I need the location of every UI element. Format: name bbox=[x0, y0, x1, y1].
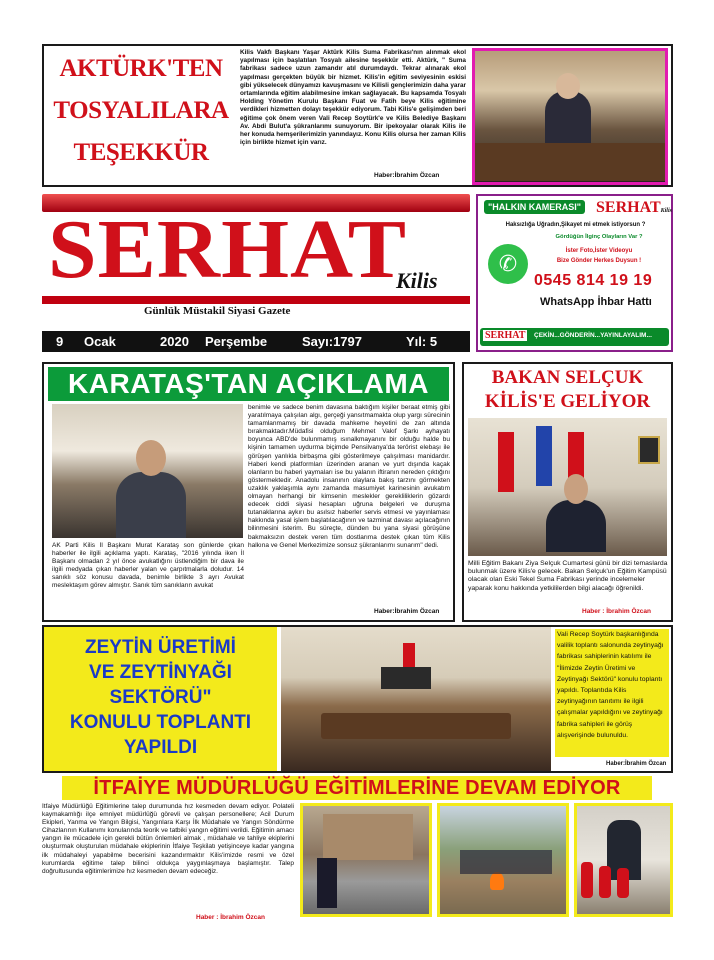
person-head bbox=[556, 73, 580, 99]
ad-phone[interactable]: 0545 814 19 19 bbox=[534, 272, 653, 289]
zeytin-headline bbox=[44, 627, 277, 771]
ad-line4: Bize Gönder Herkes Duysun ! bbox=[556, 258, 642, 264]
extinguisher bbox=[581, 862, 593, 898]
karatas-text-right: benimle ve sadece benim davasına baktığım kişiler beraat etmiş gibi yaratılmaya çalışılan algı, gerçeği yansıtmamakta olup yargı sürecinin tamamlanmamış bir davada mahkeme heyetini de zan altında bırakmaktadır.Müdafisi olduğum Mehmet Vakıf Şarkı ayhayatı boyunca ABD'de bulunmamış ısınalkmayanını bir olduğu halde bu kişinin tamamen uydurma biçimde Pensilvanya'da terörist elebaşı ile görüşen yanlıkla birbaşma gibi gösterilmeye çalışılması manidardır. Haberi kendi platformları üzerinden aranan ve yurt dışında kaçak olanların bu haberi yaymaları ise bu yalanın iftiranın nereden çıktığını göstermektedir. Anadolu insanının olaylara bakış tarzını görmekten uzaklık yaklaşımla aynı zamanda masumiyet karinesinin avukatım olmayan herhangi bir kimsenin meslekler gerekliliklerin gözardı edecek ciddi siyasi hesapları uğruna belgeleri ve duruşma tutanaklarına aykırı bu asılsız haberler servis etmesi ve yayınlaması hakkında yasal işlem başlatılacağının ve tazminat davası açılacağının bilinmesini isterim. Bu süreçte, dünden bu yana siyasi görüşüne bakmaksızın destek veren tüm dostlarıma destek çıkan tüm Kilis halkına ve Genel Merkezimize sonsuz şükranlarımı sunarım" dedi. bbox=[248, 404, 450, 549]
karatas-text-left: AK Parti Kilis İl Başkanı Murat Karataş son günlerde çıkan haberler ile ilgili açıklama yaptı. Karataş, "2016 yılında iken İl Başkanı olmadan 2 yıl önce avukatlığını üstlendiğim bir dava ile ilgili medyada çıkan haberler yalan ve çarpıtmalarla doludur. 14 sanıklı söz konusu davada, benimle birlikte 3 ayrı Avukat meslektaşım görev almıştır. Sanık tüm sanıkların avukat bbox=[52, 542, 244, 590]
flag bbox=[536, 426, 552, 486]
selcuk-headline bbox=[466, 366, 669, 414]
screen bbox=[381, 667, 431, 689]
headline-line: SEKTÖRÜ" bbox=[109, 687, 212, 708]
trainee-group bbox=[460, 850, 552, 874]
fire bbox=[490, 872, 504, 890]
portrait-frame bbox=[638, 436, 660, 464]
headline-line: TOSYALILARA bbox=[53, 97, 229, 124]
top-story-byline: Haber:İbrahim Özcan bbox=[374, 172, 440, 179]
zeytin-byline: Haber:İbrahim Özcan bbox=[606, 761, 667, 767]
flag bbox=[498, 432, 514, 492]
person-body bbox=[116, 472, 186, 538]
ad-line2: Gördüğün İlginç Olayların Var ? bbox=[555, 234, 643, 240]
person-head bbox=[564, 474, 588, 504]
ad-footer-logo: SERHAT bbox=[485, 330, 526, 341]
karatas-photo bbox=[52, 404, 243, 538]
itfaiye-byline: Haber : İbrahim Özcan bbox=[196, 914, 265, 921]
meeting-table bbox=[321, 713, 511, 739]
ad-logo-city: Kilis bbox=[660, 208, 672, 214]
top-story-box bbox=[42, 44, 673, 187]
itfaiye-text: İtfaiye Müdürlüğü Eğitimlerine talep durumunda hız kesmeden devam ediyor. Polateli kaymakamlığı ilçe emniyet müdürlüğü görevli ve çalışan personellere; Acil Durum Ekipleri, Yanma ve Yangın Bilgisi, Yangınlara Karşı İlk Müdahale ve Yangın Söndürme Cihazlarının Kullanımı konularında teorik ve tatbiki yangın eğitimi verildi. Eğitimin amacı yangın ile mücadele için gerekli bütün önlemleri almak , müdahale ve tahliye ekiplerini oluşturmak oluşturulan müdahale ekiplerinin İtfaiye Teşkilatı yetişinceye kadar yangına ilk müdahaleyi yapabilme becerisini kazandırmaktır Kilis'imizde resmi ve özel kurumlarda eğitime talep bilinci oldukça yaygınlaşmaya başlamıştır. Talep doğrultusunda eğitimlerimize hız kesmeden devam edeceğiz. bbox=[42, 803, 294, 875]
headline-line: TEŞEKKÜR bbox=[73, 139, 209, 166]
desk bbox=[475, 143, 665, 181]
karatas-headline: KARATAŞ'TAN AÇIKLAMA bbox=[48, 367, 449, 401]
ad-footer bbox=[480, 328, 669, 346]
person-figure bbox=[545, 91, 591, 147]
headline-line: KONULU TOPLANTI bbox=[69, 712, 252, 733]
headline-line: YAPILDI bbox=[123, 737, 198, 758]
date-bar bbox=[42, 331, 470, 352]
ad-footer-text: ÇEKİN...GÖNDERİN...YAYINLAYALIM... bbox=[534, 332, 652, 339]
karatas-byline: Haber:İbrahim Özcan bbox=[374, 608, 440, 615]
top-story-photo bbox=[472, 48, 668, 185]
top-story-headline bbox=[48, 48, 234, 174]
headline-line: AKTÜRK'TEN bbox=[59, 55, 223, 82]
date-day: 9 bbox=[56, 334, 64, 349]
extinguisher bbox=[617, 868, 629, 898]
zeytin-photo bbox=[281, 627, 551, 771]
date-weekday: Perşembe bbox=[205, 334, 268, 349]
zeytin-text: Vali Recep Soytürk başkanlığında valilik toplantı salonunda zeytinyağı fabrikası sahiplerinin katılımı ile "İlimizde Zeytin Üretimi ve Zeytinyağı Sektörü" konulu toplantı yapıldı. Toplantıda Kilis zeytinyağının tanıtımı ile ilgili çalışmalar yapıldığını ve zeytinyağı fabrika sahipleri ile görüş alışverişinde bulunuldu. bbox=[555, 629, 669, 757]
ad-logo-text: SERHAT bbox=[596, 199, 661, 216]
selcuk-byline: Haber : İbrahim Özcan bbox=[582, 608, 651, 615]
issue-number: Sayı:1797 bbox=[302, 334, 362, 349]
date-month: Ocak bbox=[84, 334, 116, 349]
masthead-title: SERHAT bbox=[48, 203, 408, 296]
headline-line: BAKAN SELÇUK bbox=[491, 367, 644, 388]
zeytin-story bbox=[42, 625, 673, 773]
ad-label: "HALKIN KAMERASI" bbox=[484, 200, 585, 214]
volume-number: Yıl: 5 bbox=[406, 334, 438, 349]
itfaiye-photo-3 bbox=[574, 803, 673, 917]
ad-logo bbox=[596, 199, 672, 217]
halkin-kamerasi-ad bbox=[476, 194, 673, 352]
selcuk-text: Milli Eğitim Bakanı Ziya Selçuk Cumartesi günü bir dizi temaslarda bulunmak üzere Kilis'e gelecek. Bakan Selçuk'un Eğitim Kampüsü olacak olan Eski Tekel Suma Fabrikası yerinde incelemeler yaparak konu hakkında yetkililerden bilgi alacağı öğrenildi. bbox=[468, 560, 668, 592]
person-head bbox=[136, 440, 166, 476]
selcuk-photo bbox=[468, 418, 667, 556]
building bbox=[323, 814, 413, 860]
masthead-city: Kilis bbox=[396, 268, 438, 293]
top-story-text: Kilis Vakfı Başkanı Yaşar Aktürk Kilis Suma Fabrikası'nın alınmak ekol yapılması için başlatılan Tosyalı ailesine teşekkür etti. Aktürk, " Suma fabrikası sadece uzun zamandır atıl durumdaydı. Tekrar alınarak ekol yapılması gerçekten büyük bir hizmet. Kilis'in eğitim seviyesinin eskisi gibi yükselecek dünyamızı kavuşmasını ve Kilisli gençlerimizin daha yarar ortamlarında eğitim alabilmesine imkan sağlayacak. Bu kapsamda Tosyalı Holding Yönetim Kurulu Başkanı Fuat ve Fatih beye Kilis eğitimine verdikleri hizmetten dolayı teşekkür ediyorum. Tabi Kilis'e gelişimden beri eğitime çok önem veren Vali Recep Soytürk'e ve Kilis Belediye Başkanı Av. Abdi Bulut'a şükranlarımı sunuyorum. Bir ipekoyalar olarak Kilis ile her konuda hemşerilerimizin yanındayız. Konu Kilis olursa her zaman Kilis için birlikte hizmet için varız. bbox=[240, 49, 466, 147]
headline-line: ZEYTİN ÜRETİMİ bbox=[85, 637, 236, 658]
headline-line: VE ZEYTİNYAĞI bbox=[89, 662, 232, 683]
firefighter bbox=[317, 858, 337, 908]
whatsapp-icon: ✆ bbox=[488, 244, 528, 284]
itfaiye-photo-1 bbox=[300, 803, 432, 917]
karatas-story bbox=[42, 362, 455, 622]
itfaiye-photo-2 bbox=[437, 803, 569, 917]
ad-hotline: WhatsApp İhbar Hattı bbox=[540, 296, 652, 308]
headline-line: KİLİS'E GELİYOR bbox=[484, 391, 651, 412]
selcuk-story bbox=[462, 362, 673, 622]
extinguisher bbox=[599, 866, 611, 898]
itfaiye-headline: İTFAİYE MÜDÜRLÜĞÜ EĞİTİMLERİNE DEVAM EDİYOR bbox=[62, 776, 652, 800]
masthead-bar-bottom bbox=[42, 296, 470, 304]
masthead-tagline: Günlük Müstakil Siyasi Gazete bbox=[144, 305, 291, 317]
ad-line1: Haksızlığa Uğradın,Şikayet mi etmek istiyorsun ? bbox=[505, 222, 646, 228]
date-year: 2020 bbox=[160, 334, 189, 349]
ad-line3: İster Foto,İster Videoyu bbox=[565, 248, 633, 254]
person-body bbox=[546, 500, 606, 552]
